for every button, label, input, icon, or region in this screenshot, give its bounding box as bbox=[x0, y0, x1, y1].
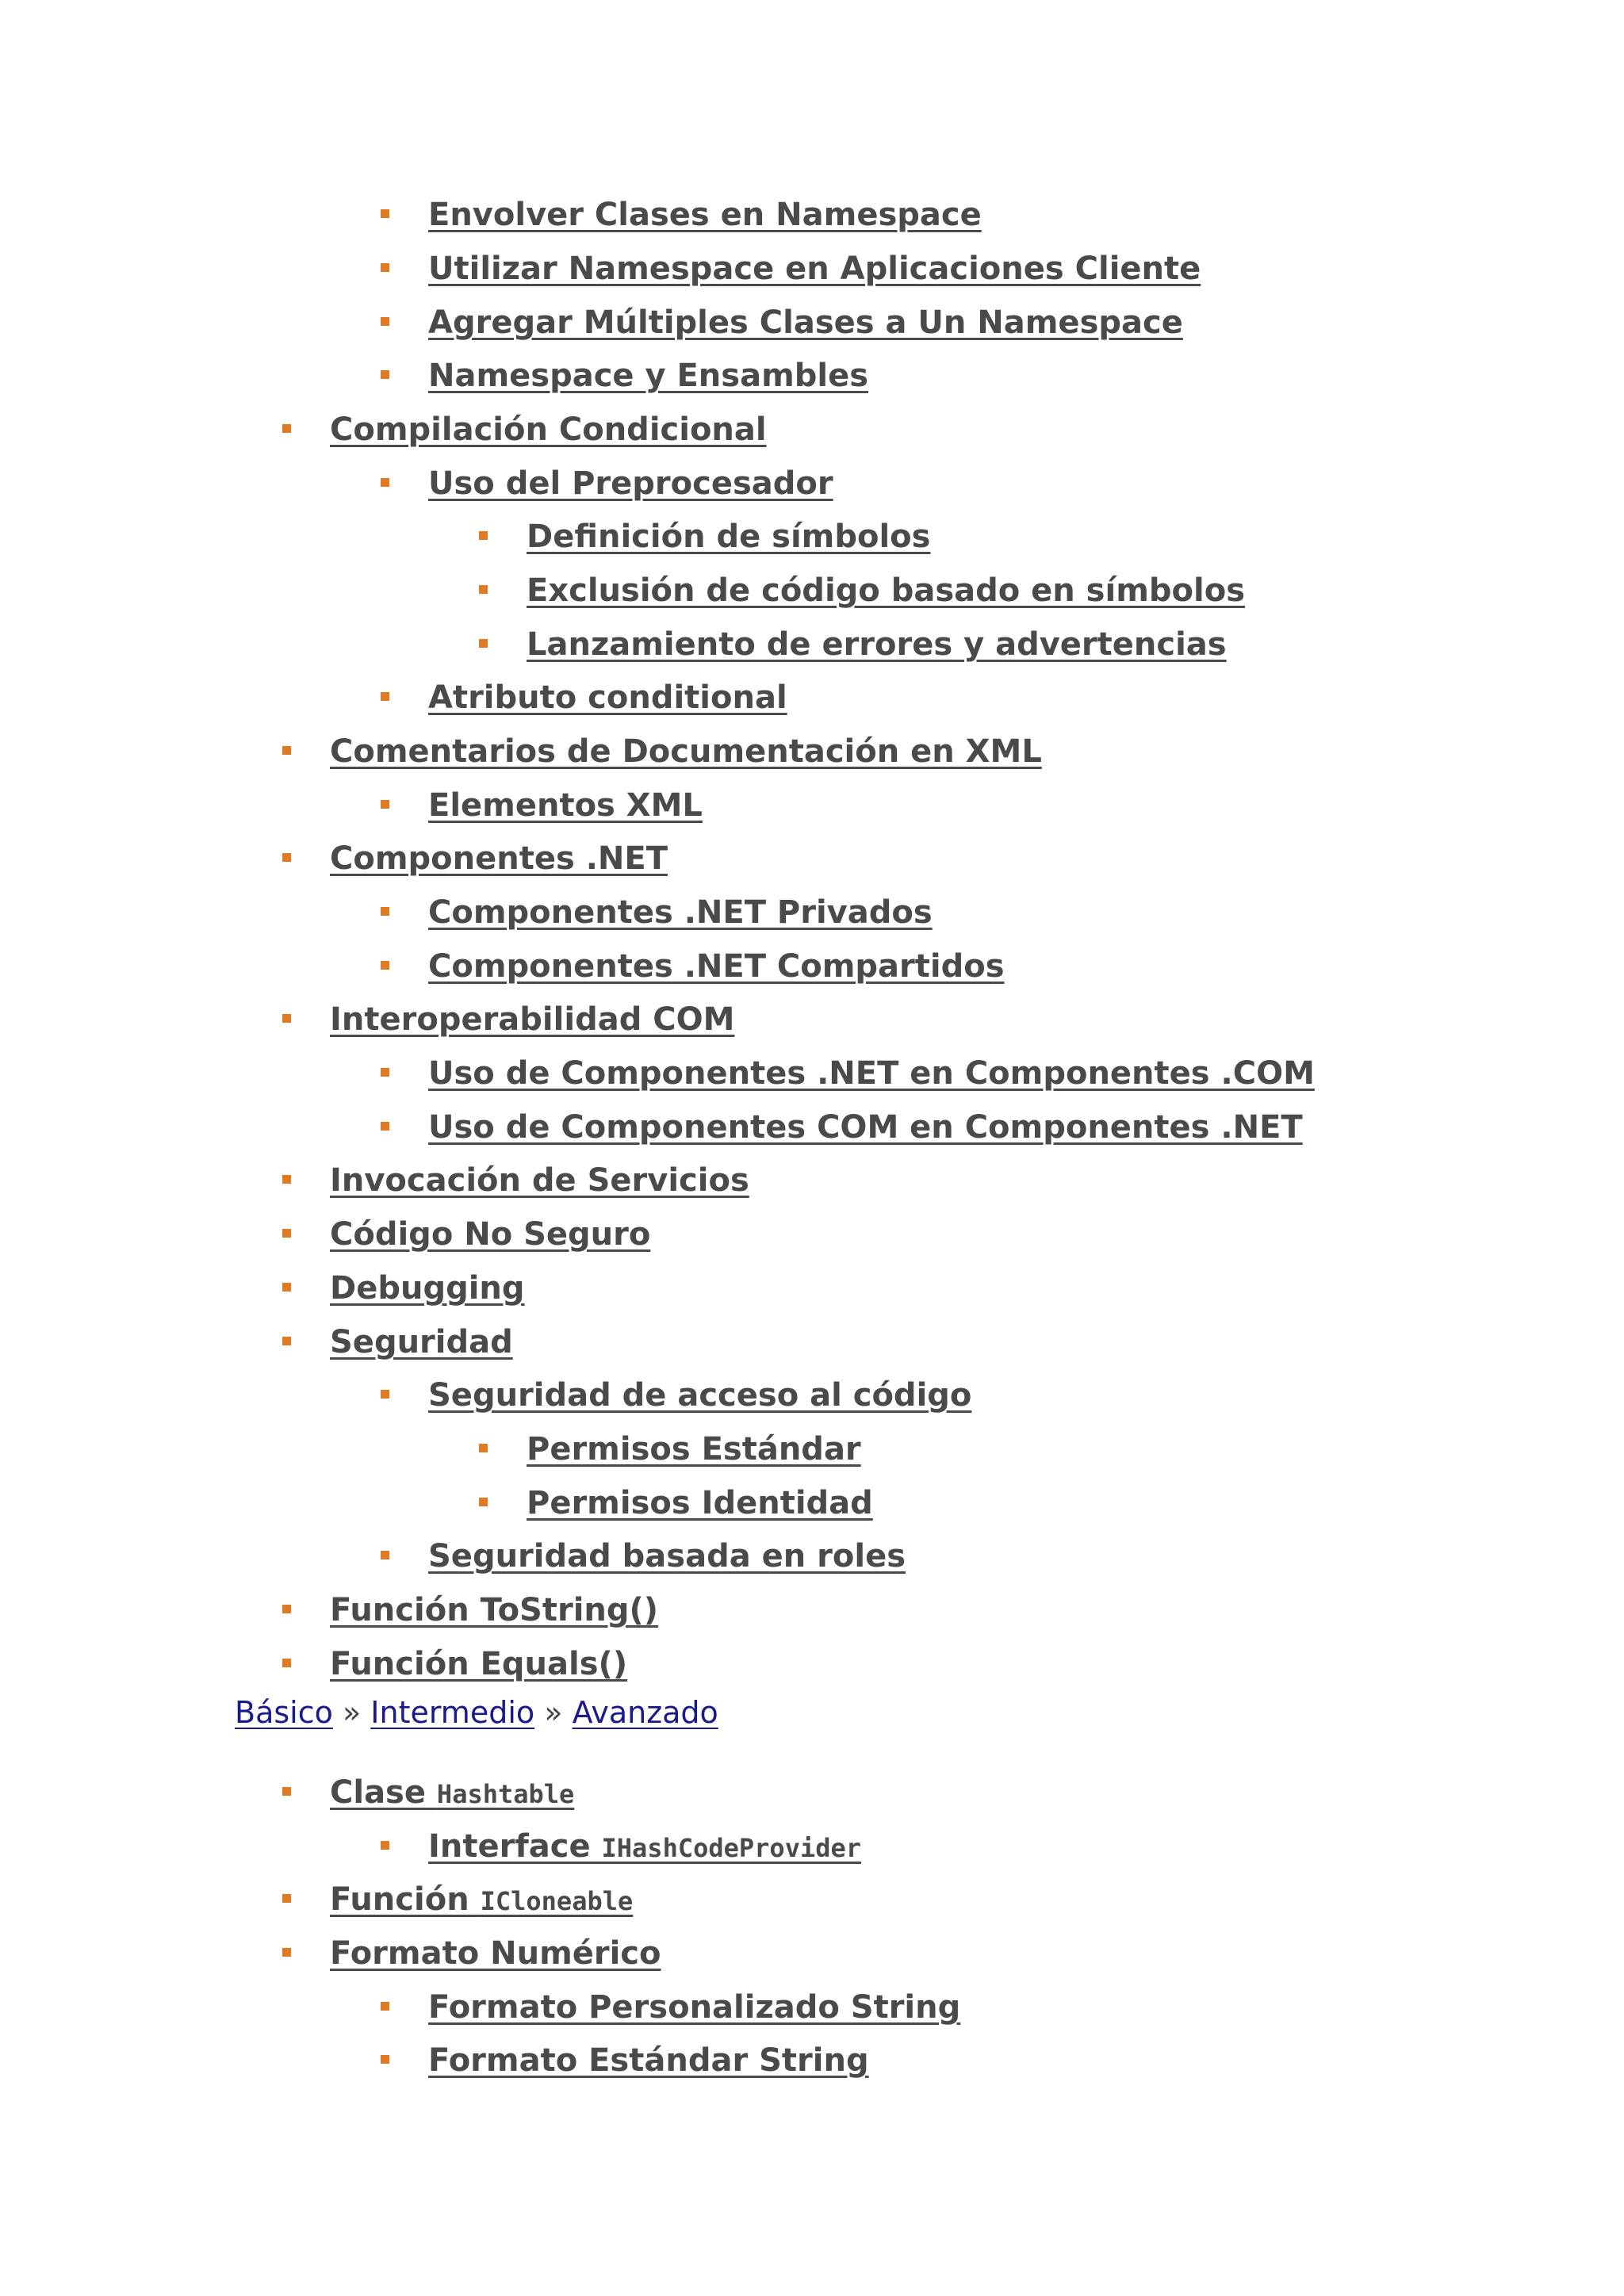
toc-link[interactable]: Seguridad bbox=[330, 1324, 513, 1360]
bullet-icon bbox=[381, 317, 389, 326]
breadcrumb-avanzado-link[interactable]: Avanzado bbox=[572, 1695, 718, 1730]
bullet-icon bbox=[381, 1390, 389, 1399]
toc-link[interactable] bbox=[330, 1877, 633, 1923]
toc-link[interactable]: Exclusión de código basado en símbolos bbox=[527, 572, 1245, 609]
toc-link[interactable]: Atributo conditional bbox=[428, 679, 787, 716]
breadcrumb-separator: » bbox=[544, 1695, 573, 1730]
toc-link-text: Formato Personalizado String bbox=[428, 1989, 961, 2026]
toc-link[interactable] bbox=[428, 1824, 861, 1870]
bullet-icon bbox=[282, 1337, 291, 1345]
toc-link-text: Formato Numérico bbox=[330, 1935, 661, 1972]
toc-link[interactable]: Uso del Preprocesador bbox=[428, 465, 833, 502]
toc-link[interactable]: Seguridad basada en roles bbox=[428, 1538, 906, 1575]
bullet-icon bbox=[282, 1175, 291, 1184]
toc-link[interactable]: Permisos Estándar bbox=[527, 1431, 861, 1468]
bullet-icon bbox=[282, 1605, 291, 1613]
toc-link-text: Función bbox=[330, 1881, 481, 1918]
toc-link[interactable]: Definición de símbolos bbox=[527, 519, 931, 555]
bullet-icon bbox=[282, 424, 291, 433]
bullet-icon bbox=[479, 639, 488, 648]
bullet-icon bbox=[479, 585, 488, 594]
toc-link-text: Formato Estándar String bbox=[428, 2042, 869, 2079]
bullet-icon bbox=[479, 1444, 488, 1452]
bullet-icon bbox=[282, 746, 291, 755]
toc-link[interactable]: Componentes .NET bbox=[330, 840, 668, 877]
toc-link[interactable]: Namespace y Ensambles bbox=[428, 358, 869, 394]
bullet-icon bbox=[479, 531, 488, 540]
toc-link[interactable] bbox=[330, 1770, 574, 1816]
bullet-icon bbox=[381, 2002, 389, 2011]
bullet-icon bbox=[381, 263, 389, 272]
bullet-icon bbox=[282, 1283, 291, 1292]
toc-link[interactable]: Seguridad de acceso al código bbox=[428, 1377, 972, 1414]
toc-link-text: Clase bbox=[330, 1774, 437, 1811]
toc-link[interactable] bbox=[330, 1931, 661, 1977]
bullet-icon bbox=[282, 853, 291, 862]
toc-link[interactable]: Permisos Identidad bbox=[527, 1485, 873, 1521]
bullet-icon bbox=[381, 1068, 389, 1077]
toc-link[interactable]: Comentarios de Documentación en XML bbox=[330, 733, 1042, 770]
toc-link[interactable]: Elementos XML bbox=[428, 787, 703, 824]
toc-link[interactable]: Debugging bbox=[330, 1270, 525, 1307]
toc-link[interactable]: Código No Seguro bbox=[330, 1216, 651, 1253]
bullet-icon bbox=[381, 692, 389, 701]
toc-link[interactable]: Función ToString() bbox=[330, 1592, 659, 1628]
bullet-icon bbox=[282, 1229, 291, 1238]
bullet-icon bbox=[282, 1948, 291, 1957]
toc-link[interactable]: Función Equals() bbox=[330, 1646, 628, 1682]
bullet-icon bbox=[282, 1787, 291, 1796]
toc-link-code: Hashtable bbox=[436, 1779, 575, 1809]
breadcrumb-basico-link[interactable]: Básico bbox=[235, 1695, 333, 1730]
bullet-icon bbox=[381, 800, 389, 809]
bullet-icon bbox=[381, 1841, 389, 1850]
toc-link[interactable]: Agregar Múltiples Clases a Un Namespace bbox=[428, 304, 1183, 341]
bullet-icon bbox=[381, 209, 389, 218]
toc-link[interactable]: Uso de Componentes COM en Componentes .NET bbox=[428, 1109, 1303, 1146]
bullet-icon bbox=[381, 478, 389, 487]
bullet-icon bbox=[282, 1894, 291, 1903]
toc-link[interactable]: Interoperabilidad COM bbox=[330, 1001, 735, 1038]
bullet-icon bbox=[381, 961, 389, 970]
toc-link[interactable]: Envolver Clases en Namespace bbox=[428, 197, 982, 233]
toc-link[interactable]: Componentes .NET Privados bbox=[428, 894, 933, 931]
bullet-icon bbox=[381, 370, 389, 379]
bullet-icon bbox=[282, 1659, 291, 1667]
toc-link-text: Interface bbox=[428, 1828, 602, 1865]
toc-link-code: IHashCodeProvider bbox=[601, 1833, 862, 1863]
toc-link[interactable]: Invocación de Servicios bbox=[330, 1162, 749, 1199]
toc-link-code: ICloneable bbox=[480, 1886, 634, 1916]
bullet-icon bbox=[479, 1498, 488, 1506]
bullet-icon bbox=[381, 1551, 389, 1559]
toc-link[interactable]: Utilizar Namespace en Aplicaciones Cliente bbox=[428, 251, 1201, 287]
bullet-icon bbox=[381, 2055, 389, 2064]
toc-link[interactable] bbox=[428, 2038, 869, 2084]
bullet-icon bbox=[282, 1014, 291, 1023]
breadcrumb-separator: » bbox=[342, 1695, 371, 1730]
breadcrumb bbox=[235, 1690, 718, 1735]
toc-link[interactable]: Uso de Componentes .NET en Componentes .COM bbox=[428, 1055, 1315, 1092]
toc-link[interactable]: Lanzamiento de errores y advertencias bbox=[527, 626, 1227, 663]
toc-link[interactable] bbox=[428, 1985, 960, 2031]
bullet-icon bbox=[381, 907, 389, 916]
toc-link[interactable]: Componentes .NET Compartidos bbox=[428, 948, 1005, 985]
bullet-icon bbox=[381, 1122, 389, 1131]
toc-link[interactable]: Compilación Condicional bbox=[330, 411, 767, 448]
breadcrumb-intermedio-link[interactable]: Intermedio bbox=[370, 1695, 535, 1730]
